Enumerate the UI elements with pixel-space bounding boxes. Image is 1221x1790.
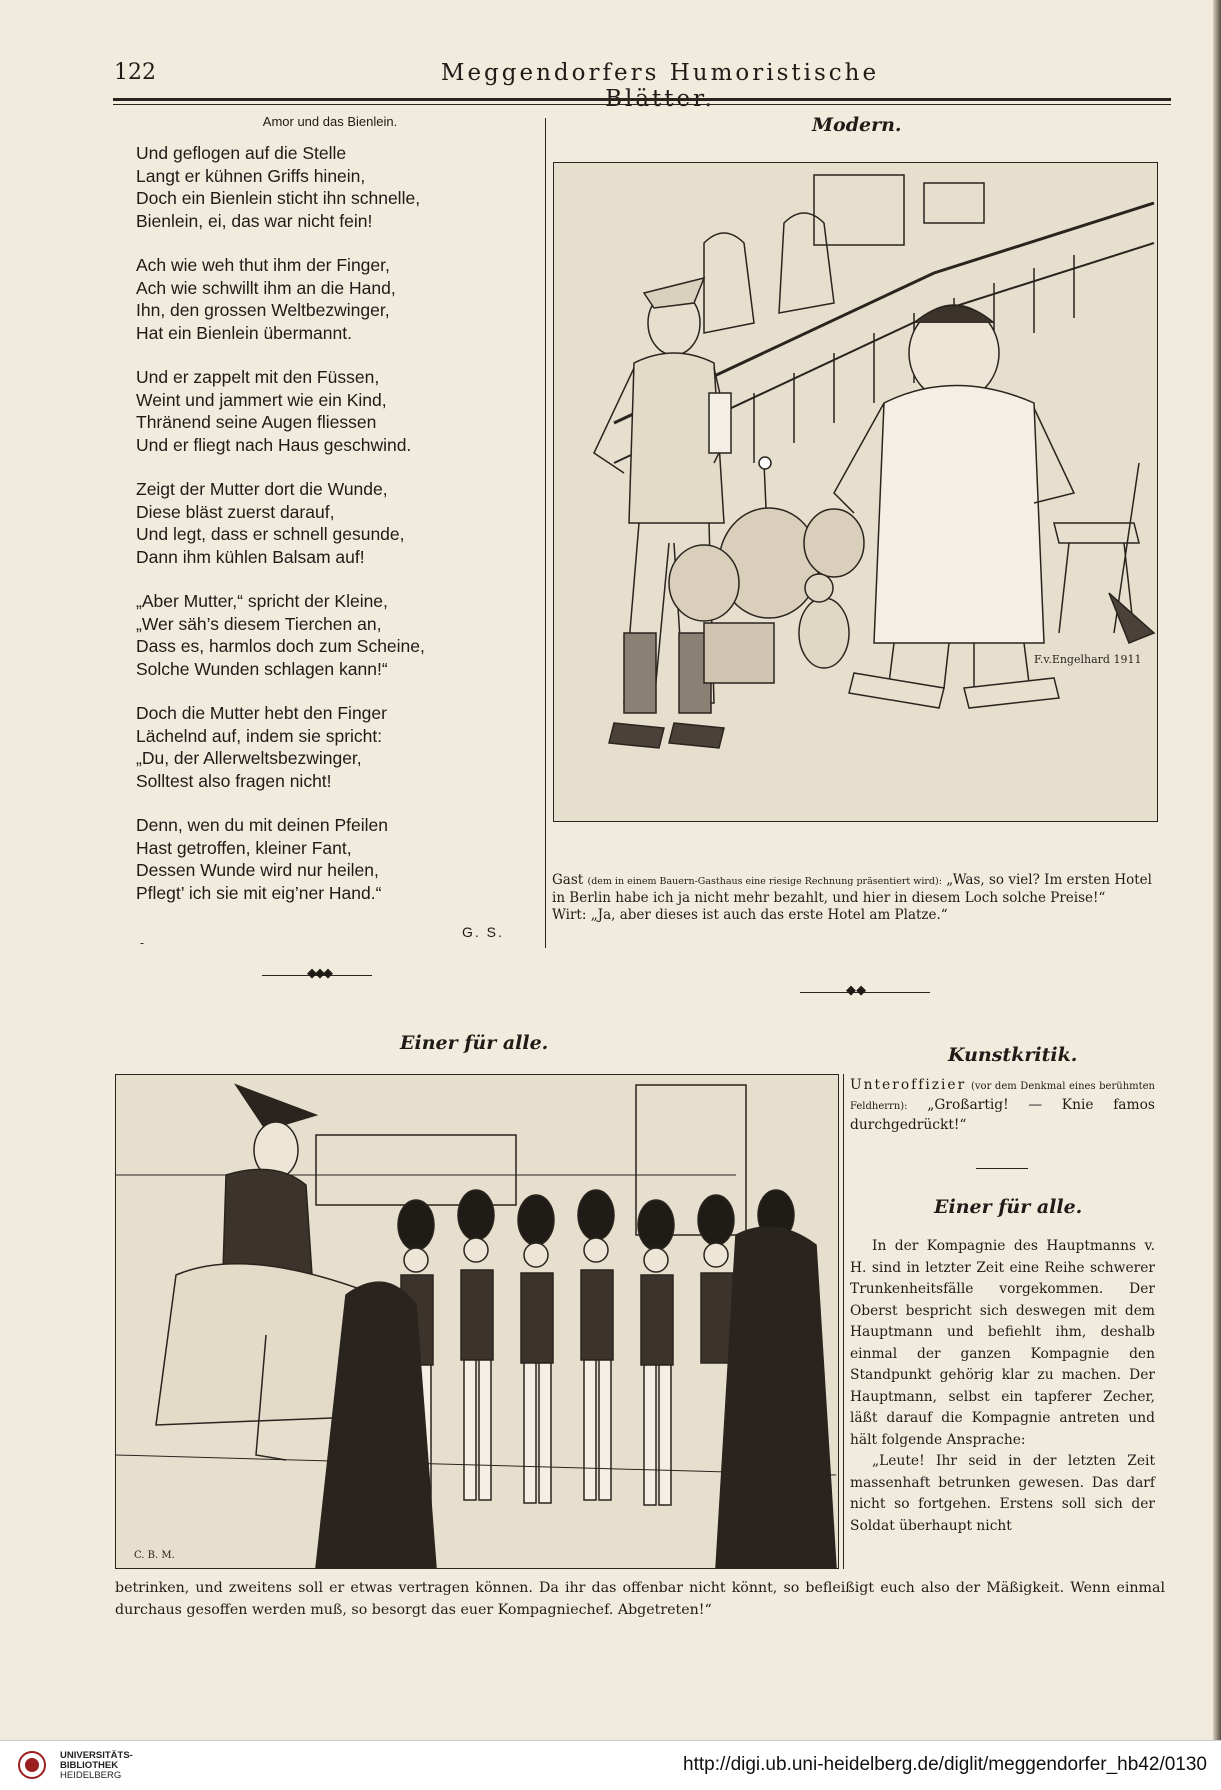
speaker-guest: Gast — [552, 872, 584, 888]
story-paragraph: „Leute! Ihr seid in der letzten Zeit massenhaft betrunken gewesen. Das darf nicht so fortgehen. Erstens soll sich der Soldat überhaupt nicht — [850, 1453, 1155, 1534]
ornament-diamond-icon: ◆◆◆ — [307, 966, 331, 981]
poem-line: Und er fliegt nach Haus geschwind. — [136, 434, 412, 455]
poem-line: Denn, wen du mit deinen Pfeilen — [136, 815, 388, 835]
poem-stanza — [136, 702, 526, 792]
poem-stanza — [136, 366, 526, 456]
poem-stanza — [136, 142, 526, 232]
poem-line: Ach wie weh thut ihm der Finger, — [136, 255, 390, 275]
poem-line: Bienlein, ei, das war nicht fein! — [136, 210, 373, 231]
kunstkritik-speaker: Unteroffizier — [850, 1077, 967, 1093]
poem-body — [136, 142, 526, 926]
poem-line: Dann ihm kühlen Balsam auf! — [136, 546, 365, 567]
poem-line: Solltest also fragen nicht! — [136, 770, 332, 791]
column-divider — [545, 118, 546, 948]
kunstkritik-text: „Großartig! — Knie famos durchgedrückt!“ — [850, 1097, 1156, 1133]
poem-line: Dessen Wunde wird nur heilen, — [136, 860, 379, 880]
university-seal-icon — [18, 1751, 46, 1779]
poem-line: Langt er kühnen Griffs hinein, — [136, 165, 366, 186]
dialog-guest — [552, 872, 1157, 907]
modern-title: Modern. — [812, 114, 902, 136]
institution-line: BIBLIOTHEK — [60, 1760, 119, 1771]
kunstkritik-title: Kunstkritik. — [948, 1044, 1078, 1066]
poem-line: Pflegt’ ich sie mit eig’ner Hand.“ — [136, 882, 382, 903]
decorative-dash: - — [140, 936, 145, 950]
header-rule — [113, 98, 1171, 101]
poem-line: Dass es, harmlos doch zum Scheine, — [136, 636, 425, 656]
poem-line: Hat ein Bienlein übermannt. — [136, 322, 352, 343]
institution-name — [60, 1751, 133, 1781]
poem-line: Und legt, dass er schnell gesunde, — [136, 524, 405, 544]
poem-line: „Du, der Allerweltsbezwinger, — [136, 748, 362, 768]
story-continuation: betrinken, und zweitens soll er etwas vertragen können. Da ihr das offenbar nicht könnt, so befleißigt euch also der Mäßigkeit. Wenn einmal durchaus gesoffen werden muß, so besorgt das euer Kompagniechef. Abgetreten!“ — [115, 1580, 1165, 1618]
poem-line: Doch ein Bienlein sticht ihn schnelle, — [136, 188, 421, 208]
header-rule-thin — [113, 104, 1171, 105]
library-footer — [0, 1740, 1221, 1790]
page-number: 122 — [114, 60, 156, 85]
column-divider-lower — [843, 1074, 844, 1569]
story-body — [850, 1236, 1155, 1537]
poem-line: „Aber Mutter,“ spricht der Kleine, — [136, 591, 388, 611]
soldiers-scene-drawing — [116, 1075, 838, 1568]
poem-line: „Wer säh’s diesem Tierchen an, — [136, 613, 382, 634]
page-edge-shadow — [1213, 0, 1221, 1740]
institution-line: HEIDELBERG — [60, 1770, 122, 1781]
poem-stanza — [136, 254, 526, 344]
poem-line: Lächelnd auf, indem sie spricht: — [136, 725, 383, 746]
institution-line: UNIVERSITÄTS- — [60, 1750, 133, 1761]
source-url[interactable]: http://digi.ub.uni-heidelberg.de/diglit/meggendorfer_hb42/0130 — [683, 1754, 1207, 1775]
poem-line: Und geflogen auf die Stelle — [136, 143, 347, 163]
poem-line: Doch die Mutter hebt den Finger — [136, 703, 387, 723]
poem-line: Und er zappelt mit den Füssen, — [136, 367, 380, 387]
poem-line: Hast getroffen, kleiner Fant, — [136, 837, 352, 858]
kunstkritik-body — [850, 1076, 1155, 1134]
innkeeper-scene-drawing — [554, 163, 1157, 821]
poem-line: Ihn, den grossen Weltbezwinger, — [136, 300, 390, 320]
speaker-host-text: „Ja, aber dieses ist auch das erste Hotel am Platze.“ — [590, 907, 948, 923]
poem-line: Zeigt der Mutter dort die Wunde, — [136, 479, 388, 499]
poem-line: Thränend seine Augen fliessen — [136, 412, 377, 432]
einer-caption: Einer für alle. — [400, 1032, 549, 1054]
poem-stanza — [136, 478, 526, 568]
ornament-diamond-icon: ◆ ◆ — [846, 983, 865, 998]
poem-title: Amor und das Bienlein. — [262, 114, 398, 129]
story-title: Einer für alle. — [934, 1196, 1083, 1218]
ornament-rule — [800, 992, 930, 993]
section-rule — [976, 1168, 1028, 1169]
illustration-artist-signature: F.v.Engelhard 1911 — [1034, 653, 1142, 666]
speaker-guest-note: (dem in einem Bauern-Gasthaus eine riesige Rechnung präsentiert wird): — [587, 876, 942, 887]
modern-dialog — [552, 872, 1157, 924]
dialog-host — [552, 907, 1157, 924]
soldiers-illustration — [115, 1074, 839, 1569]
poem-stanza — [136, 590, 526, 680]
kunstkritik-note: (vor dem Denkmal eines berühmten Feldherrn): — [850, 1081, 1155, 1112]
speaker-guest-text: „Was, so viel? Im ersten Hotel in Berlin habe ich ja nicht mehr bezahlt, und hier in diesem Loch solche Preise!“ — [552, 872, 1152, 906]
poem-line: Weint und jammert wie ein Kind, — [136, 389, 387, 410]
poem-line: Ach wie schwillt ihm an die Hand, — [136, 277, 396, 298]
speaker-host: Wirt: — [552, 907, 587, 923]
poem-stanza — [136, 814, 526, 904]
modern-illustration — [553, 162, 1158, 822]
story-paragraph: In der Kompagnie des Hauptmanns v. H. sind in letzter Zeit eine Reihe schwerer Trunkenheitsfälle vorgekommen. Der Oberst bespricht sich deswegen mit dem Hauptmann und befiehlt ihm, deshalb einmal der ganzen Kompagnie den Standpunkt gehörig klar zu machen. Der Hauptmann, selbst ein tapferer Zecher, läßt darauf die Kompagnie antreten und hält folgende Ansprache: — [850, 1238, 1155, 1448]
poem-line: Diese bläst zuerst darauf, — [136, 501, 335, 522]
poem-line: Solche Wunden schlagen kann!“ — [136, 658, 388, 679]
poem-signature: G. S. — [462, 924, 504, 940]
illustration-signature: C. B. M. — [134, 1550, 175, 1561]
magazine-title: Meggendorfers Humoristische Blätter. — [440, 60, 880, 112]
